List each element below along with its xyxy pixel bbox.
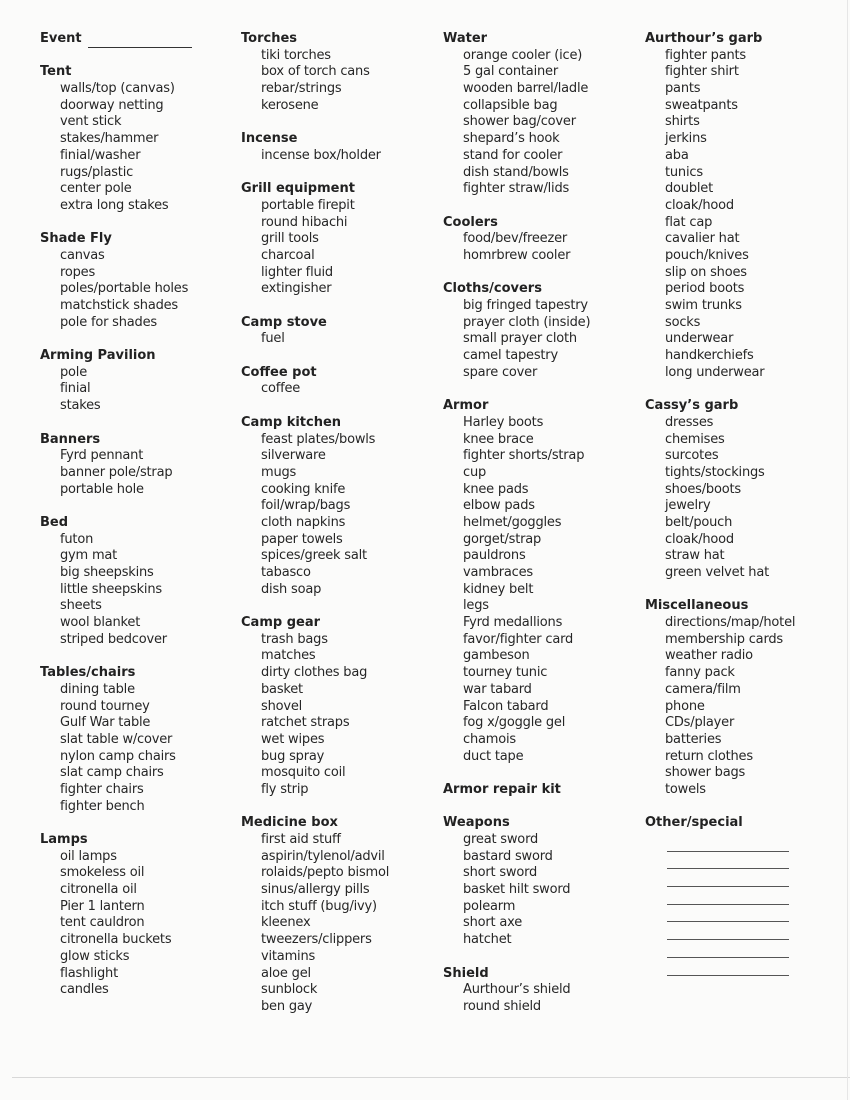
checklist-item: incense box/holder bbox=[261, 147, 381, 163]
checklist-item: long underwear bbox=[665, 364, 765, 380]
checklist-item: shoes/boots bbox=[665, 481, 741, 497]
checklist-item: pants bbox=[665, 81, 701, 97]
checklist-item: doublet bbox=[665, 181, 714, 197]
checklist-item: cup bbox=[463, 464, 487, 480]
section-miscellaneous bbox=[645, 598, 850, 798]
checklist-item: futon bbox=[60, 531, 94, 547]
checklist-item: cooking knife bbox=[261, 481, 346, 497]
checklist-item: fighter shirt bbox=[665, 64, 739, 80]
checklist-item: spices/greek salt bbox=[261, 548, 367, 564]
checklist-item: doorway netting bbox=[60, 97, 164, 113]
checklist-item: striped bedcover bbox=[60, 631, 167, 647]
checklist-item: wooden barrel/ladle bbox=[463, 81, 589, 97]
checklist-item: fighter bench bbox=[60, 798, 145, 814]
section-water bbox=[443, 31, 648, 198]
checklist-item: knee brace bbox=[463, 431, 534, 447]
checklist-item: matchstick shades bbox=[60, 298, 179, 313]
blank-line[interactable] bbox=[667, 834, 789, 852]
checklist-item: vitamins bbox=[261, 948, 316, 964]
checklist-item: silverware bbox=[261, 448, 326, 464]
checklist-item: Aurthour’s shield bbox=[463, 982, 571, 998]
section-shield bbox=[443, 966, 648, 1016]
checklist-item: mugs bbox=[261, 464, 297, 480]
section-heading: Armor bbox=[443, 398, 489, 414]
checklist-item: aloe gel bbox=[261, 965, 311, 981]
checklist-item: dish soap bbox=[261, 581, 322, 597]
checklist-item: return clothes bbox=[665, 748, 753, 764]
checklist-item: big sheepskins bbox=[60, 565, 154, 580]
checklist-item: Harley boots bbox=[463, 414, 544, 430]
section-tables-chairs bbox=[40, 665, 245, 815]
checklist-item: shower bags bbox=[665, 765, 746, 781]
bottom-divider bbox=[12, 1077, 850, 1078]
section-heading: Tent bbox=[40, 64, 72, 80]
checklist-item: shovel bbox=[261, 698, 303, 714]
blank-line[interactable] bbox=[667, 869, 789, 887]
checklist-item: short axe bbox=[463, 915, 522, 931]
checklist-item: rugs/plastic bbox=[60, 164, 134, 180]
checklist-item: grill tools bbox=[261, 231, 319, 247]
column-4 bbox=[645, 31, 850, 992]
checklist-item: fighter chairs bbox=[60, 781, 144, 797]
page-edge bbox=[847, 0, 848, 1100]
checklist-item: gorget/strap bbox=[463, 531, 542, 547]
section-heading: Bed bbox=[40, 514, 69, 530]
checklist-item: smokeless oil bbox=[60, 865, 145, 881]
checklist-item: homrbrew cooler bbox=[463, 247, 571, 263]
checklist-item: 5 gal container bbox=[463, 64, 558, 80]
checklist-item: wet wipes bbox=[261, 731, 325, 747]
checklist-item: big fringed tapestry bbox=[463, 298, 588, 313]
checklist-item: citronella buckets bbox=[60, 932, 172, 948]
section-camp-kitchen bbox=[241, 415, 446, 599]
checklist-item: kidney belt bbox=[463, 581, 534, 597]
checklist-item: vent stick bbox=[60, 114, 122, 130]
checklist-item: pole for shades bbox=[60, 314, 157, 330]
checklist-item: Falcon tabard bbox=[463, 698, 549, 714]
checklist-item: weather radio bbox=[665, 648, 753, 664]
checklist-item: camel tapestry bbox=[463, 348, 558, 364]
checklist-item: round shield bbox=[463, 998, 541, 1014]
section-heading: Banners bbox=[40, 431, 101, 447]
checklist-item: favor/fighter card bbox=[463, 631, 574, 647]
checklist-item: gambeson bbox=[463, 648, 530, 664]
checklist-item: tiki torches bbox=[261, 47, 331, 63]
checklist-item: dresses bbox=[665, 414, 714, 430]
checklist-item: cavalier hat bbox=[665, 231, 740, 247]
checklist-item: oil lamps bbox=[60, 848, 117, 864]
checklist-item: war tabard bbox=[463, 681, 532, 697]
blank-line[interactable] bbox=[667, 922, 789, 940]
checklist-item: pole bbox=[60, 364, 88, 380]
blank-line[interactable] bbox=[667, 940, 789, 958]
section-heading: Armor repair kit bbox=[443, 781, 561, 797]
checklist-item: Pier 1 lantern bbox=[60, 898, 145, 914]
section-weapons bbox=[443, 815, 648, 949]
checklist-item: great sword bbox=[463, 832, 539, 847]
checklist-item: vambraces bbox=[463, 565, 534, 580]
checklist-item: lighter fluid bbox=[261, 264, 333, 280]
checklist-item: handkerchiefs bbox=[665, 348, 754, 364]
checklist-item: small prayer cloth bbox=[463, 331, 577, 347]
section-heading: Aurthour’s garb bbox=[645, 31, 763, 46]
checklist-item: slip on shoes bbox=[665, 264, 747, 280]
section-camp-stove bbox=[241, 315, 446, 348]
checklist-item: tabasco bbox=[261, 565, 311, 580]
checklist-item: extra long stakes bbox=[60, 197, 169, 213]
section-heading: Arming Pavilion bbox=[40, 348, 156, 364]
checklist-item: poles/portable holes bbox=[60, 281, 189, 297]
checklist-item: flashlight bbox=[60, 965, 118, 981]
checklist-item: dining table bbox=[60, 681, 135, 697]
checklist-item: cloak/hood bbox=[665, 531, 734, 547]
checklist-item: fog x/goggle gel bbox=[463, 715, 566, 731]
checklist-item: sweatpants bbox=[665, 97, 738, 113]
section-aurthours-garb bbox=[645, 31, 850, 381]
checklist-item: sheets bbox=[60, 598, 102, 614]
event-blank-line[interactable] bbox=[88, 35, 192, 48]
checklist-item: matches bbox=[261, 648, 316, 664]
column-1 bbox=[40, 31, 245, 1016]
checklist-item: underwear bbox=[665, 331, 734, 347]
section-heading: Tables/chairs bbox=[40, 665, 136, 681]
section-arming-pavilion bbox=[40, 348, 245, 415]
section-tent bbox=[40, 64, 245, 214]
checklist-item: citronella oil bbox=[60, 882, 137, 898]
checklist-item: tent cauldron bbox=[60, 915, 145, 931]
section-heading: Coffee pot bbox=[241, 364, 317, 380]
checklist-item: green velvet hat bbox=[665, 565, 770, 580]
checklist-item: tourney tunic bbox=[463, 665, 548, 681]
section-shade-fly bbox=[40, 231, 245, 331]
section-bed bbox=[40, 515, 245, 649]
checklist-item: flat cap bbox=[665, 214, 713, 230]
section-armor bbox=[443, 398, 648, 765]
checklist-item: paper towels bbox=[261, 531, 343, 547]
event-label: Event bbox=[40, 31, 82, 46]
checklist-item: sunblock bbox=[261, 982, 318, 998]
section-grill-equipment bbox=[241, 181, 446, 298]
checklist-item: spare cover bbox=[463, 364, 538, 380]
checklist-item: jerkins bbox=[665, 131, 707, 147]
checklist-item: basket hilt sword bbox=[463, 882, 571, 898]
checklist-item: canvas bbox=[60, 247, 105, 263]
section-heading: Camp stove bbox=[241, 314, 327, 330]
section-banners bbox=[40, 432, 245, 499]
section-heading: Grill equipment bbox=[241, 181, 355, 197]
checklist-item: hatchet bbox=[463, 932, 512, 948]
section-heading: Coolers bbox=[443, 214, 498, 230]
section-torches bbox=[241, 31, 446, 114]
checklist-item: charcoal bbox=[261, 247, 315, 263]
checklist-item: sinus/allergy pills bbox=[261, 882, 370, 898]
checklist-item: orange cooler (ice) bbox=[463, 47, 583, 63]
section-heading: Camp kitchen bbox=[241, 414, 342, 430]
checklist-item: center pole bbox=[60, 181, 132, 197]
checklist-item: foil/wrap/bags bbox=[261, 498, 351, 514]
checklist-item: basket bbox=[261, 681, 303, 697]
checklist-item: aba bbox=[665, 147, 689, 163]
checklist-item: tweezers/clippers bbox=[261, 932, 372, 948]
section-medicine-box bbox=[241, 815, 446, 1015]
checklist-item: dirty clothes bag bbox=[261, 665, 368, 681]
section-heading: Shield bbox=[443, 965, 489, 981]
checklist-item: fly strip bbox=[261, 781, 309, 797]
checklist-item: shepard’s hook bbox=[463, 131, 560, 147]
checklist-item: kleenex bbox=[261, 915, 311, 931]
section-heading: Torches bbox=[241, 31, 297, 46]
checklist-item: kerosene bbox=[261, 97, 319, 113]
section-lamps bbox=[40, 832, 245, 999]
checklist-item: period boots bbox=[665, 281, 745, 297]
section-armor-repair-kit bbox=[443, 782, 648, 799]
checklist-item: tunics bbox=[665, 164, 703, 180]
checklist-item: slat table w/cover bbox=[60, 731, 173, 747]
blank-line[interactable] bbox=[667, 852, 789, 870]
checklist-item: pouch/knives bbox=[665, 247, 749, 263]
checklist-item: rolaids/pepto bismol bbox=[261, 865, 390, 881]
section-camp-gear bbox=[241, 615, 446, 799]
section-cloths-covers bbox=[443, 281, 648, 381]
checklist-item: stakes/hammer bbox=[60, 131, 159, 147]
checklist-item: belt/pouch bbox=[665, 514, 733, 530]
checklist-item: bastard sword bbox=[463, 848, 553, 864]
checklist-item: straw hat bbox=[665, 548, 725, 564]
checklist-item: pauldrons bbox=[463, 548, 526, 564]
checklist-item: rebar/strings bbox=[261, 81, 342, 97]
checklist-item: aspirin/tylenol/advil bbox=[261, 848, 385, 864]
checklist-item: coffee bbox=[261, 381, 301, 397]
section-other-special bbox=[645, 815, 850, 975]
section-coolers bbox=[443, 215, 648, 265]
checklist-item: fanny pack bbox=[665, 665, 735, 681]
checklist-item: cloak/hood bbox=[665, 197, 734, 213]
column-3 bbox=[443, 31, 648, 1032]
section-heading: Incense bbox=[241, 131, 298, 147]
section-heading: Lamps bbox=[40, 832, 88, 847]
checklist-item: fuel bbox=[261, 331, 285, 347]
section-cassys-garb bbox=[645, 398, 850, 582]
checklist-item: little sheepskins bbox=[60, 581, 162, 597]
section-incense bbox=[241, 131, 446, 164]
section-heading: Shade Fly bbox=[40, 231, 112, 247]
checklist-item: portable firepit bbox=[261, 197, 355, 213]
checklist-item: finial bbox=[60, 381, 91, 397]
checklist-item: banner pole/strap bbox=[60, 464, 173, 480]
section-heading: Camp gear bbox=[241, 615, 320, 631]
checklist-item: Fyrd pennant bbox=[60, 448, 144, 464]
checklist-item: dish stand/bowls bbox=[463, 164, 569, 180]
column-1-sections bbox=[40, 64, 245, 999]
checklist-item: polearm bbox=[463, 898, 516, 914]
checklist-item: directions/map/hotel bbox=[665, 615, 796, 631]
event-field bbox=[40, 31, 245, 48]
checklist-item: trash bags bbox=[261, 631, 328, 647]
checklist-item: nylon camp chairs bbox=[60, 748, 176, 764]
checklist-item: bug spray bbox=[261, 748, 325, 764]
checklist-item: candles bbox=[60, 982, 109, 998]
checklist-item: fighter shorts/strap bbox=[463, 448, 585, 464]
checklist-item: mosquito coil bbox=[261, 765, 346, 781]
checklist-item: finial/washer bbox=[60, 147, 141, 163]
checklist-item: chemises bbox=[665, 431, 725, 447]
checklist-item: short sword bbox=[463, 865, 538, 881]
checklist-item: CDs/player bbox=[665, 715, 735, 731]
checklist-item: ben gay bbox=[261, 998, 313, 1014]
checklist-item: portable hole bbox=[60, 481, 144, 497]
checklist-item: collapsible bag bbox=[463, 97, 558, 113]
checklist-item: helmet/goggles bbox=[463, 514, 562, 530]
checklist-item: fighter straw/lids bbox=[463, 181, 570, 197]
checklist-item: cloth napkins bbox=[261, 514, 346, 530]
checklist-item: surcotes bbox=[665, 448, 719, 464]
checklist-item: membership cards bbox=[665, 631, 783, 647]
section-heading: Other/special bbox=[645, 815, 743, 831]
checklist-item: towels bbox=[665, 781, 706, 797]
checklist-item: gym mat bbox=[60, 548, 118, 564]
section-heading: Weapons bbox=[443, 815, 510, 831]
checklist-item: wool blanket bbox=[60, 615, 141, 631]
checklist-item: feast plates/bowls bbox=[261, 431, 376, 447]
checklist-item: itch stuff (bug/ivy) bbox=[261, 898, 377, 914]
checklist-item: legs bbox=[463, 598, 489, 614]
blank-line[interactable] bbox=[667, 958, 789, 976]
section-heading: Water bbox=[443, 31, 488, 46]
checklist-item: knee pads bbox=[463, 481, 529, 497]
checklist-item: box of torch cans bbox=[261, 64, 370, 80]
checklist-item: socks bbox=[665, 314, 701, 330]
checklist-item: shirts bbox=[665, 114, 700, 130]
checklist-item: stakes bbox=[60, 398, 101, 414]
checklist-item: phone bbox=[665, 698, 705, 714]
checklist-item: shower bag/cover bbox=[463, 114, 576, 130]
checklist-item: chamois bbox=[463, 731, 516, 747]
checklist-item: ratchet straps bbox=[261, 715, 350, 731]
checklist-item: food/bev/freezer bbox=[463, 231, 568, 247]
checklist-item: tights/stockings bbox=[665, 464, 765, 480]
checklist-item: ropes bbox=[60, 264, 96, 280]
checklist-item: Fyrd medallions bbox=[463, 615, 563, 631]
section-heading: Cassy’s garb bbox=[645, 398, 739, 414]
section-heading: Miscellaneous bbox=[645, 598, 749, 614]
checklist-item: duct tape bbox=[463, 748, 524, 764]
checklist-item: first aid stuff bbox=[261, 832, 341, 847]
section-coffee-pot bbox=[241, 365, 446, 398]
blank-line[interactable] bbox=[667, 905, 789, 923]
checklist-item: round hibachi bbox=[261, 214, 348, 230]
checklist-item: batteries bbox=[665, 731, 722, 747]
checklist-item: glow sticks bbox=[60, 948, 130, 964]
checklist-item: fighter pants bbox=[665, 47, 746, 63]
checklist-item: jewelry bbox=[665, 498, 711, 514]
checklist-item: prayer cloth (inside) bbox=[463, 314, 591, 330]
checklist-item: elbow pads bbox=[463, 498, 535, 514]
section-heading: Cloths/covers bbox=[443, 281, 542, 297]
section-heading: Medicine box bbox=[241, 815, 338, 831]
blank-line[interactable] bbox=[667, 887, 789, 905]
checklist-item: Gulf War table bbox=[60, 715, 151, 731]
checklist-item: camera/film bbox=[665, 681, 741, 697]
checklist-item: stand for cooler bbox=[463, 147, 563, 163]
checklist-item: round tourney bbox=[60, 698, 150, 714]
checklist-item: slat camp chairs bbox=[60, 765, 164, 781]
checklist-item: extingisher bbox=[261, 281, 332, 297]
checklist-item: swim trunks bbox=[665, 298, 742, 313]
checklist-item: walls/top (canvas) bbox=[60, 81, 175, 97]
column-2 bbox=[241, 31, 446, 1032]
